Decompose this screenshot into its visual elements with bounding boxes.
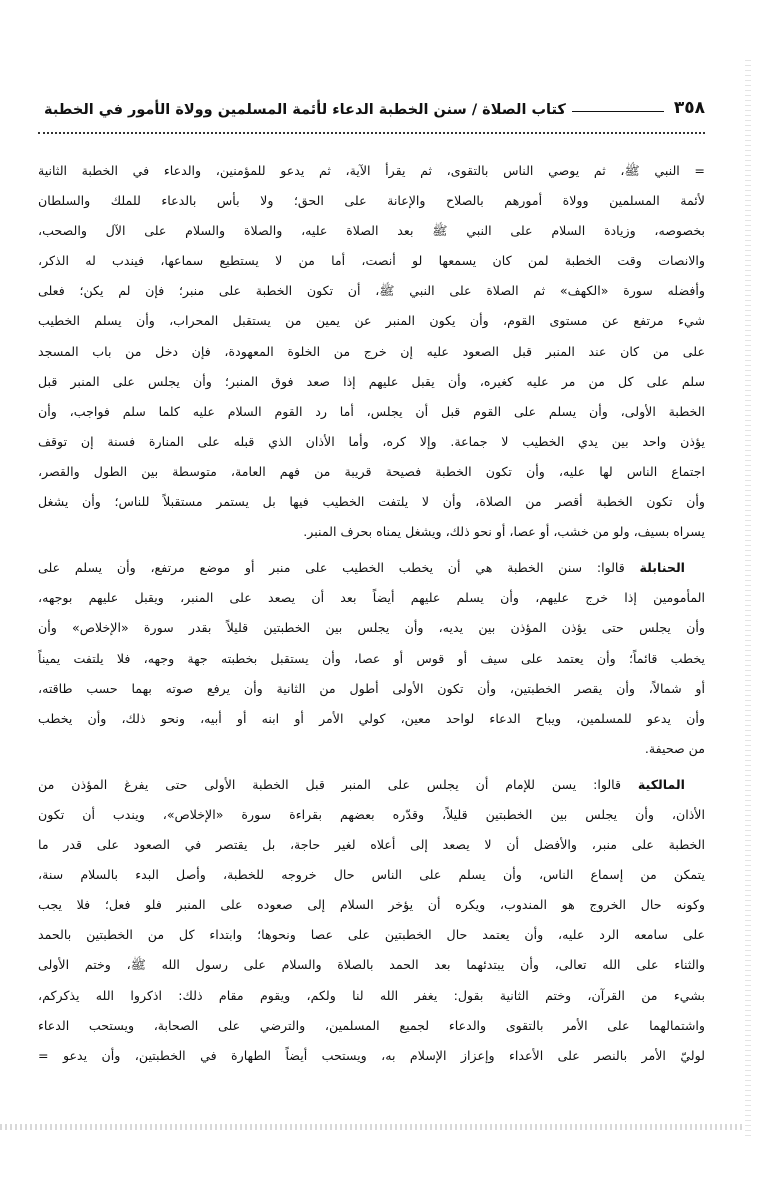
text-line: وأن يدعو للمسلمين، ويباح الدعاء لواحد معين، كولي الأمر أو ابنه أو أبيه، ونحو ذلك، وأن يخطب — [38, 710, 705, 726]
text-line: بخصوصه، وزيادة السلام على النبي ﷺ بعد الصلاة عليه، والصلاة والسلام على الآل والصحب، — [38, 223, 705, 239]
text-line: شيء مرتفع عن مستوى القوم، وأن يكون المنبر عن يمين من يستقبل المحراب، وأن يسلم الخطيب — [38, 313, 705, 329]
text-line: اجتماع الناس لها عليه، وأن تكون الخطبة فصيحة قريبة من فهم العامة، متوسطة بين الطول والقصر، — [38, 463, 705, 479]
text-line: سلم على كل من مر عليه كغيره، وأن يقبل عليهم إذا صعد فوق المنبر؛ وأن يجلس على المنبر قبل — [38, 373, 705, 389]
text-line: الخطبة على منبر، والأفضل أن لا يصعد إلى أعلاه لغير حاجة، بل يقتصر في الصعود على قدر ما — [38, 837, 705, 853]
running-title: كتاب الصلاة / سنن الخطبة الدعاء لأئمة المسلمين وولاة الأمور في الخطبة — [44, 102, 566, 118]
text-line: أو شمالاً، وأن يقصر الخطبتين، وأن تكون الأولى أطول من الثانية وأن يرفع صوته بهما حسب طاقته، — [38, 680, 705, 696]
text-line: وأن يجلس حتى يؤذن المؤذن بين يديه، وأن يجلس بين الخطبتين قليلاً بقدر سورة «الإخلاص» وأن — [38, 620, 705, 636]
book-page — [38, 92, 705, 1071]
school-name-malikiyya: المالكية — [637, 776, 685, 792]
text-line: يؤذن واحد بين يدي الخطيب لا جماعة. وإلا كره، وأما الأذان الذي قبله على المنارة فسنة إن توقف — [38, 433, 705, 449]
text-line: والانصات وقت الخطبة لمن كان يسمعها لو أنصت، أما من لا يستطيع سماعها، فيندب له الذكر، — [38, 253, 705, 269]
text-line: على سامعه الرد عليه، وأن يعتمد حال الخطبتين على عصا ونحوها؛ وابتداء كل من الخطبتين بالحمد — [38, 927, 705, 943]
paragraph-malikiyya — [38, 770, 705, 1071]
paragraph-continuation — [38, 156, 705, 547]
text-line: يتمكن من إسماع الناس، وأن يسلم على الناس حال خروجه للخطبة، وأصل البدء بالسلام سنة، — [38, 867, 705, 883]
paragraph-hanabila — [38, 553, 705, 764]
header-rule — [572, 111, 664, 112]
text-line: وكونه حال الخروج هو المندوب، ويكره أن يؤخر السلام إلى صعوده على المنبر فلو فعل؛ فلا يجب — [38, 897, 705, 913]
text-line: المأمومين إذا خرج عليهم، وأن يسلم عليهم أيضاً بعد أن يصعد على المنبر، ويقبل عليهم بوجهه، — [38, 590, 705, 606]
text-line — [38, 553, 705, 583]
scan-edge-bottom — [0, 1124, 745, 1130]
text-line: يسراه بسيف، ولو من خشب، أو عصا، أو نحو ذلك، ويشغل يمناه بحرف المنبر. — [303, 524, 705, 540]
running-header — [38, 92, 705, 118]
text-line: = النبي ﷺ، ثم يوصي الناس بالتقوى، ثم يقرأ الآية، ثم يدعو للمؤمنين، والدعاء في الخطبة الثانية — [38, 163, 705, 178]
text-segment: قالوا: يسن للإمام أن يجلس على المنبر قبل الخطبة الأولى حتى يفرغ المؤذن من — [38, 776, 622, 792]
text-line: واشتمالهما على الأمر بالتقوى والدعاء لجميع المسلمين، والترضي على الصحابة، ويستحب الدعاء — [38, 1017, 705, 1033]
page-number: ٣٥٨ — [673, 98, 705, 118]
text-line: لأئمة المسلمين وولاة أمورهم بالصلاح والإعانة على الحق؛ ولا بأس بالدعاء للملك والسلطان — [38, 193, 705, 209]
text-line: على من كان عند المنبر قبل الصعود عليه إن خرج من الخلوة المعهودة، فإن دخل من باب المسجد — [38, 343, 705, 359]
text-line: لوليّ الأمر بالنصر على الأعداء وإعزاز الإسلام به، ويستحب أيضاً الطهارة في الخطبتين، وأن يدعو = — [38, 1047, 705, 1063]
scan-edge-right — [745, 60, 751, 1140]
dotted-separator — [38, 124, 705, 134]
text-line: بشيء من القرآن، وختم الثانية بقول: يغفر الله لنا ولكم، ويقوم مقام ذلك: اذكروا الله يذكركم، — [38, 987, 705, 1003]
text-line: والثناء على الله تعالى، وأن يبتدئهما بعد الحمد بالصلاة والسلام على رسول الله ﷺ، وختم الأولى — [38, 957, 705, 973]
text-line: الأذان، وأن يجلس بين الخطبتين قليلاً، وقدّره بعضهم بقراءة سورة «الإخلاص»، ويندب أن تكون — [38, 806, 705, 822]
text-segment: قالوا: سنن الخطبة هي أن يخطب الخطيب على منبر أو موضع مرتفع، وأن يسلم على — [38, 560, 625, 576]
body-text — [38, 156, 705, 1071]
text-line: يخطب قائماً؛ وأن يعتمد على سيف أو قوس أو عصا، وأن يستقبل بخطبته جهة وجهه، فلا يلتفت يميناً — [38, 650, 705, 666]
text-line: وأفضله سورة «الكهف» ثم الصلاة على النبي ﷺ، أن تكون الخطبة على منبر؛ فإن لم يكن؛ فعلى — [38, 283, 705, 299]
text-line: من صحيفة. — [644, 740, 705, 756]
text-line: وأن تكون الخطبة أقصر من الصلاة، وأن لا يلتفت الخطيب فيها بل يستمر مستقبلاً للناس؛ وأن يشغل — [38, 494, 705, 510]
school-name-hanabila: الحنابلة — [639, 560, 685, 576]
text-line: الخطبة الأولى، وأن يسلم على القوم قبل أن يجلس، أما رد القوم السلام عليه كلما سلم فواجب، وأن — [38, 403, 705, 419]
text-line — [38, 770, 705, 800]
